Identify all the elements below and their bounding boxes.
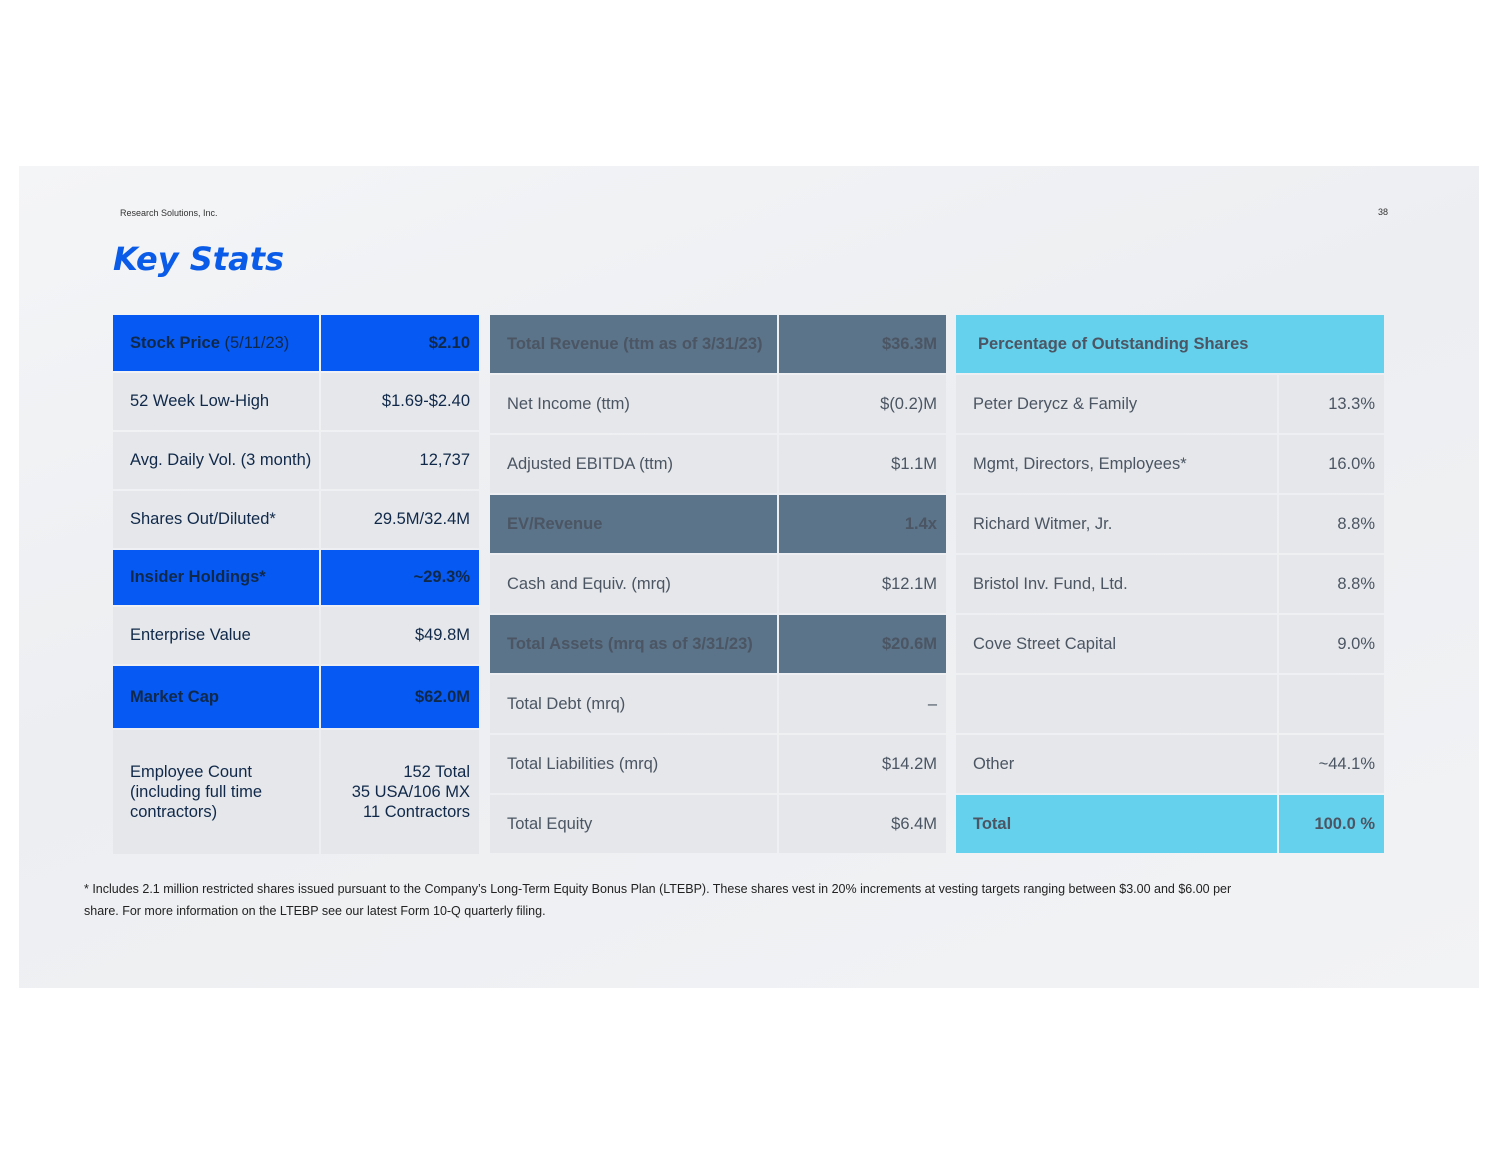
page-title: Key Stats <box>113 240 285 278</box>
row-label: Shares Out/Diluted* <box>113 491 319 548</box>
table-row <box>490 795 946 853</box>
row-value: ~29.3% <box>321 550 479 605</box>
row-value: 9.0% <box>1279 615 1384 673</box>
employee-label-line: (including full time <box>130 783 263 801</box>
row-value: 100.0 % <box>1279 795 1384 853</box>
table-row <box>956 735 1384 793</box>
stock-price-value: $2.10 <box>321 315 479 371</box>
row-value: 13.3% <box>1279 375 1384 433</box>
stock-price-date: (5/11/23) <box>224 333 290 352</box>
table-row <box>490 555 946 613</box>
row-label: EV/Revenue <box>490 495 777 553</box>
row-value: $12.1M <box>779 555 946 613</box>
footnote <box>84 878 1364 922</box>
row-label: Bristol Inv. Fund, Ltd. <box>956 555 1277 613</box>
table-row <box>490 615 946 673</box>
row-value: $20.6M <box>779 615 946 673</box>
row-label: Peter Derycz & Family <box>956 375 1277 433</box>
row-label: Adjusted EBITDA (ttm) <box>490 435 777 493</box>
row-label <box>956 675 1277 733</box>
row-label: Insider Holdings* <box>113 550 319 605</box>
employee-value-line: 35 USA/106 MX <box>351 783 470 801</box>
company-name: Research Solutions, Inc. <box>120 208 218 218</box>
row-label: 52 Week Low-High <box>113 373 319 430</box>
stock-price-label: Stock Price <box>130 333 220 352</box>
row-value: 1.4x <box>779 495 946 553</box>
table-row <box>113 550 479 605</box>
row-label: Total Equity <box>490 795 777 853</box>
table-row <box>113 491 479 548</box>
employee-count-value <box>321 730 479 854</box>
table-row <box>956 795 1384 853</box>
shareholders-table <box>954 313 1386 855</box>
table-row <box>113 432 479 489</box>
shareholders-header: Percentage of Outstanding Shares <box>956 315 1384 373</box>
row-value: $49.8M <box>321 607 479 664</box>
row-label: Total <box>956 795 1277 853</box>
row-label: Cove Street Capital <box>956 615 1277 673</box>
table-row <box>490 435 946 493</box>
stock-price-label-cell <box>113 315 319 371</box>
row-label: Total Revenue (ttm as of 3/31/23) <box>490 315 777 373</box>
row-label: Richard Witmer, Jr. <box>956 495 1277 553</box>
row-label: Mgmt, Directors, Employees* <box>956 435 1277 493</box>
table-row <box>956 495 1384 553</box>
row-value: $62.0M <box>321 666 479 728</box>
page-number: 38 <box>1378 207 1389 217</box>
slide <box>19 166 1479 988</box>
row-value: $(0.2)M <box>779 375 946 433</box>
table-row <box>113 315 479 371</box>
table-row <box>956 675 1384 733</box>
employee-label-line: contractors) <box>130 803 218 821</box>
footnote-line: share. For more information on the LTEBP see our latest Form 10-Q quarterly filing. <box>84 904 546 918</box>
row-value: 16.0% <box>1279 435 1384 493</box>
table-row <box>956 435 1384 493</box>
table-row <box>490 735 946 793</box>
table-row <box>956 615 1384 673</box>
table-row <box>490 375 946 433</box>
table-row <box>113 666 479 728</box>
row-value: 8.8% <box>1279 495 1384 553</box>
employee-label-line: Employee Count <box>130 763 252 781</box>
table-row <box>490 675 946 733</box>
row-value: $36.3M <box>779 315 946 373</box>
row-label: Enterprise Value <box>113 607 319 664</box>
table-row <box>490 495 946 553</box>
row-label: Total Liabilities (mrq) <box>490 735 777 793</box>
table-row <box>113 607 479 664</box>
table-row <box>956 375 1384 433</box>
row-value: – <box>779 675 946 733</box>
row-value: 12,737 <box>321 432 479 489</box>
footnote-line: * Includes 2.1 million restricted shares issued pursuant to the Company’s Long-Term Equity Bonus Plan (LTEBP). These shares vest in 20% increments at vesting targets ranging between $3.00 and $6.00 per <box>84 882 1232 896</box>
table-header-row <box>956 315 1384 373</box>
row-value: ~44.1% <box>1279 735 1384 793</box>
row-value: $6.4M <box>779 795 946 853</box>
row-value: 8.8% <box>1279 555 1384 613</box>
row-label: Cash and Equiv. (mrq) <box>490 555 777 613</box>
stock-stats-table <box>111 313 481 856</box>
row-value: $14.2M <box>779 735 946 793</box>
row-label: Market Cap <box>113 666 319 728</box>
row-value: 29.5M/32.4M <box>321 491 479 548</box>
employee-count-label <box>113 730 319 854</box>
row-label: Other <box>956 735 1277 793</box>
row-label: Total Debt (mrq) <box>490 675 777 733</box>
employee-value-line: 11 Contractors <box>363 803 470 821</box>
financials-table <box>488 313 948 855</box>
table-row <box>956 555 1384 613</box>
row-value: $1.69-$2.40 <box>321 373 479 430</box>
row-value: $1.1M <box>779 435 946 493</box>
row-label: Total Assets (mrq as of 3/31/23) <box>490 615 777 673</box>
table-row <box>113 730 479 854</box>
table-row <box>113 373 479 430</box>
row-value <box>1279 675 1384 733</box>
table-row <box>490 315 946 373</box>
row-label: Net Income (ttm) <box>490 375 777 433</box>
employee-value-line: 152 Total <box>403 763 470 781</box>
row-label: Avg. Daily Vol. (3 month) <box>113 432 319 489</box>
